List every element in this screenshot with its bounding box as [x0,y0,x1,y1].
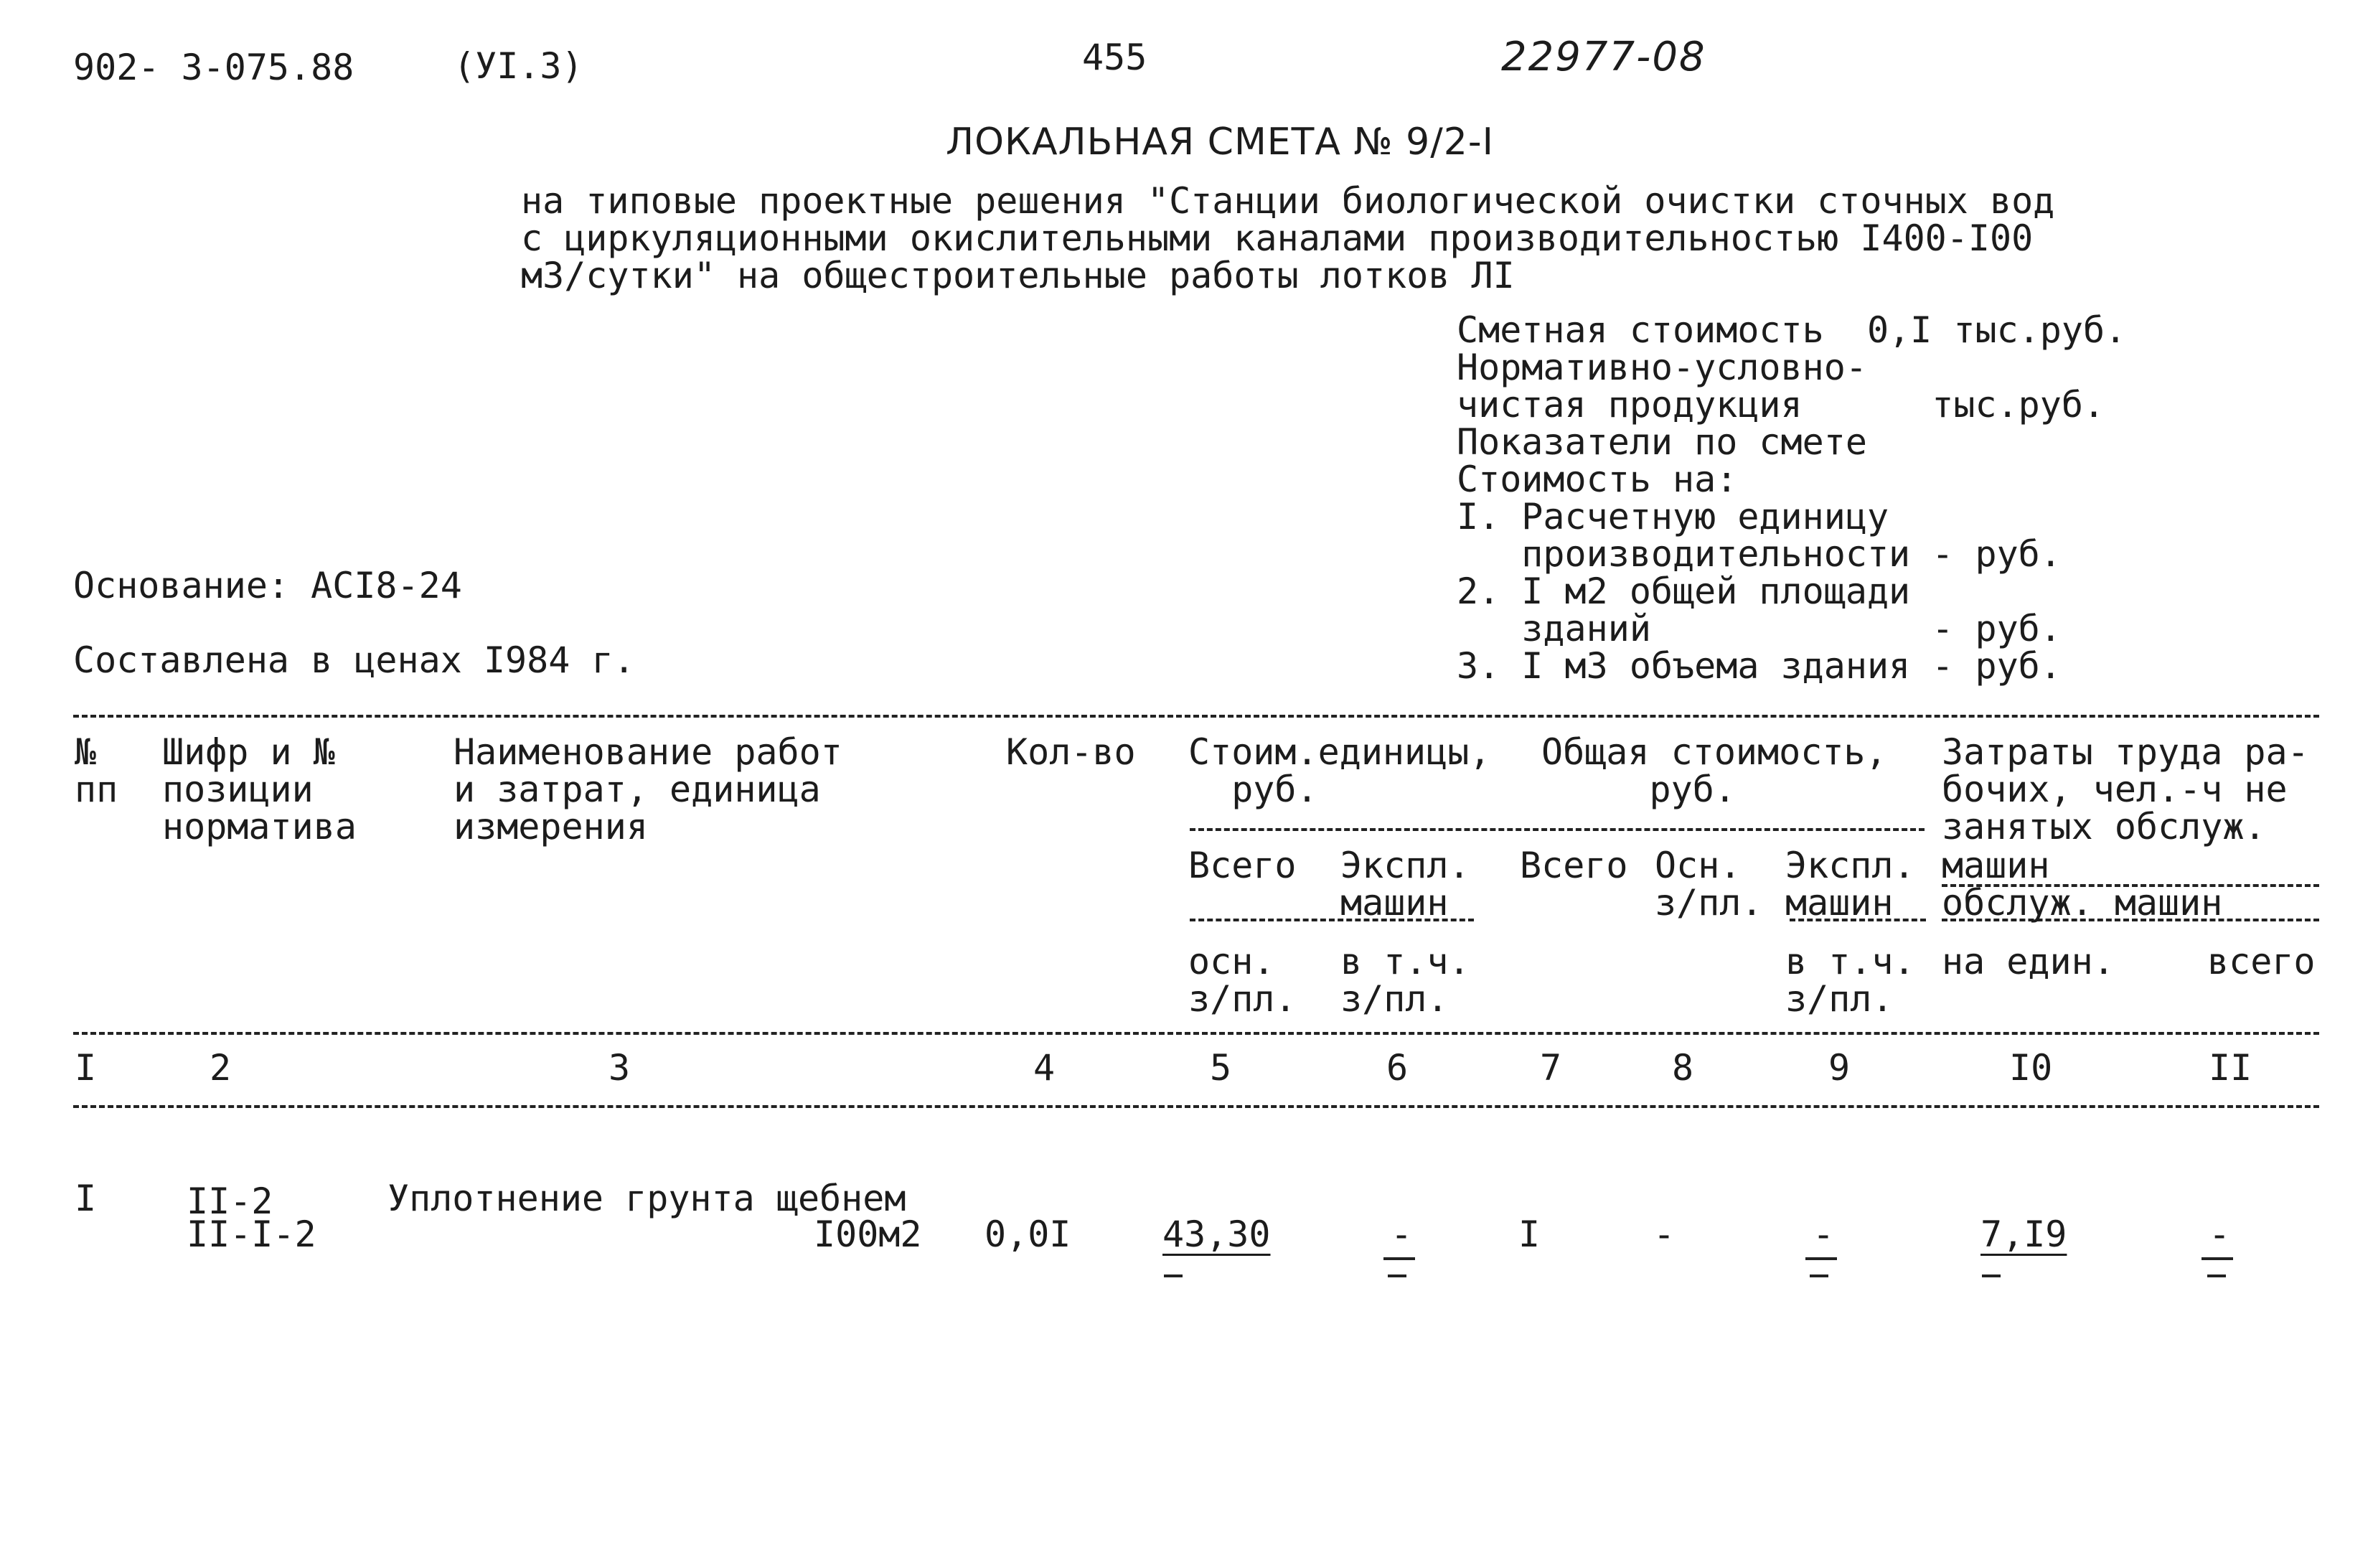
summary-line: зданий - руб. [1457,608,2062,649]
header-col-name: Наименование работ и затрат, единица измерения [454,731,842,848]
column-number: 5 [1210,1047,1232,1089]
row-unit-cost: 43,30 [1162,1213,1271,1255]
subheader-labor: машин обслуж. машин [1942,845,2223,924]
column-number: II [2209,1047,2252,1089]
subheader-incl-wage2: в т.ч. з/пл. [1785,941,1915,1020]
subheader-base-wage: осн. з/пл. [1188,941,1297,1020]
column-number: 9 [1828,1047,1851,1089]
subtitle-line: м3/сутки" на общестроительные работы лотков ЛI [521,255,1515,296]
header-col-num: № пп [75,731,118,810]
summary-line: Стоимость на: [1457,459,1738,500]
row-unit-mach-sub [1388,1274,1406,1277]
table-top-rule [73,715,2319,718]
subtitle-line: с циркуляционными окислительными каналами производительностью I400-I00 [521,217,2034,259]
column-number: I0 [2009,1047,2053,1089]
row-code: II-2 [187,1180,273,1222]
subheader-mach2: Экспл. машин [1785,845,1915,924]
subheader-all: всего [2207,941,2316,982]
header-col-code: Шифр и № позиции норматива [162,731,357,848]
subheader-mach: Экспл. машин [1340,845,1470,924]
header-total-cost: Общая стоимость, руб. [1541,731,1887,810]
subtitle-line: на типовые проектные решения "Станции биологической очистки сточных вод [521,180,2055,222]
page-title: ЛОКАЛЬНАЯ СМЕТА № 9/2-I [946,121,1494,164]
row-unit-mach-rule [1383,1257,1415,1260]
column-number: 7 [1540,1047,1562,1089]
header-col-qty: Кол-во [1006,731,1136,773]
column-number: 6 [1386,1047,1409,1089]
summary-line: I. Расчетную единицу [1457,496,1889,537]
table-sub-rule [1190,828,1925,831]
subheader-per-unit: на един. [1942,941,2115,982]
subheader-incl-wage: в т.ч. з/пл. [1340,941,1470,1020]
row-total: I [1518,1213,1541,1255]
row-total-mach: - [1813,1213,1835,1255]
row-unit: I00м2 [814,1213,922,1255]
header-unit-cost: Стоим.единицы, руб. [1188,731,1491,810]
column-number: 8 [1672,1047,1694,1089]
summary-line: Сметная стоимость 0,I тыс.руб. [1457,309,2127,351]
doc-code: 902- 3-075.88 [73,47,354,88]
column-number: I [75,1047,97,1089]
row-labor-total-sub [2207,1274,2226,1277]
row-code: II-I-2 [187,1213,316,1255]
row-name: Уплотнение грунта щебнем [387,1178,906,1219]
summary-line: производительности - руб. [1457,533,2062,575]
row-labor-total: - [2209,1213,2231,1255]
row-labor-unit: 7,I9 [1980,1213,2067,1255]
prices-text: Составлена в ценах I984 г. [73,639,635,681]
row-qty: 0,0I [985,1213,1071,1255]
subheader-total: Всего [1188,845,1297,886]
column-number: 3 [608,1047,631,1089]
subheader-total2: Всего [1520,845,1628,886]
row-total-base: - [1653,1213,1676,1255]
summary-line: чистая продукция тыс.руб. [1457,384,2105,426]
row-labor-unit-sub [1982,1274,2001,1277]
row-unit-cost-sub [1164,1274,1183,1277]
summary-line: 3. I м3 объема здания - руб. [1457,645,2062,687]
summary-line: 2. I м2 общей площади [1457,571,1911,612]
column-number: 4 [1033,1047,1056,1089]
basis-text: Основание: АСI8-24 [73,565,462,606]
handwritten-number: 22977-08 [1501,34,1706,80]
summary-line: Нормативно-условно- [1457,347,1867,388]
column-number: 2 [210,1047,232,1089]
row-total-mach-rule [1805,1257,1837,1260]
column-numbers-rule [73,1105,2319,1108]
page-number: 455 [1082,37,1147,78]
header-labor: Затраты труда ра- бочих, чел.-ч не занятых обслуж. [1942,731,2309,848]
subheader-base: Осн. з/пл. [1655,845,1763,924]
summary-line: Показатели по смете [1457,421,1867,463]
row-unit-mach: - [1391,1213,1413,1255]
row-total-mach-sub [1810,1274,1828,1277]
section-code: (УI.3) [454,45,583,87]
table-header-bottom-rule [73,1032,2319,1035]
row-num: I [75,1178,97,1219]
row-labor-total-rule [2202,1257,2233,1260]
